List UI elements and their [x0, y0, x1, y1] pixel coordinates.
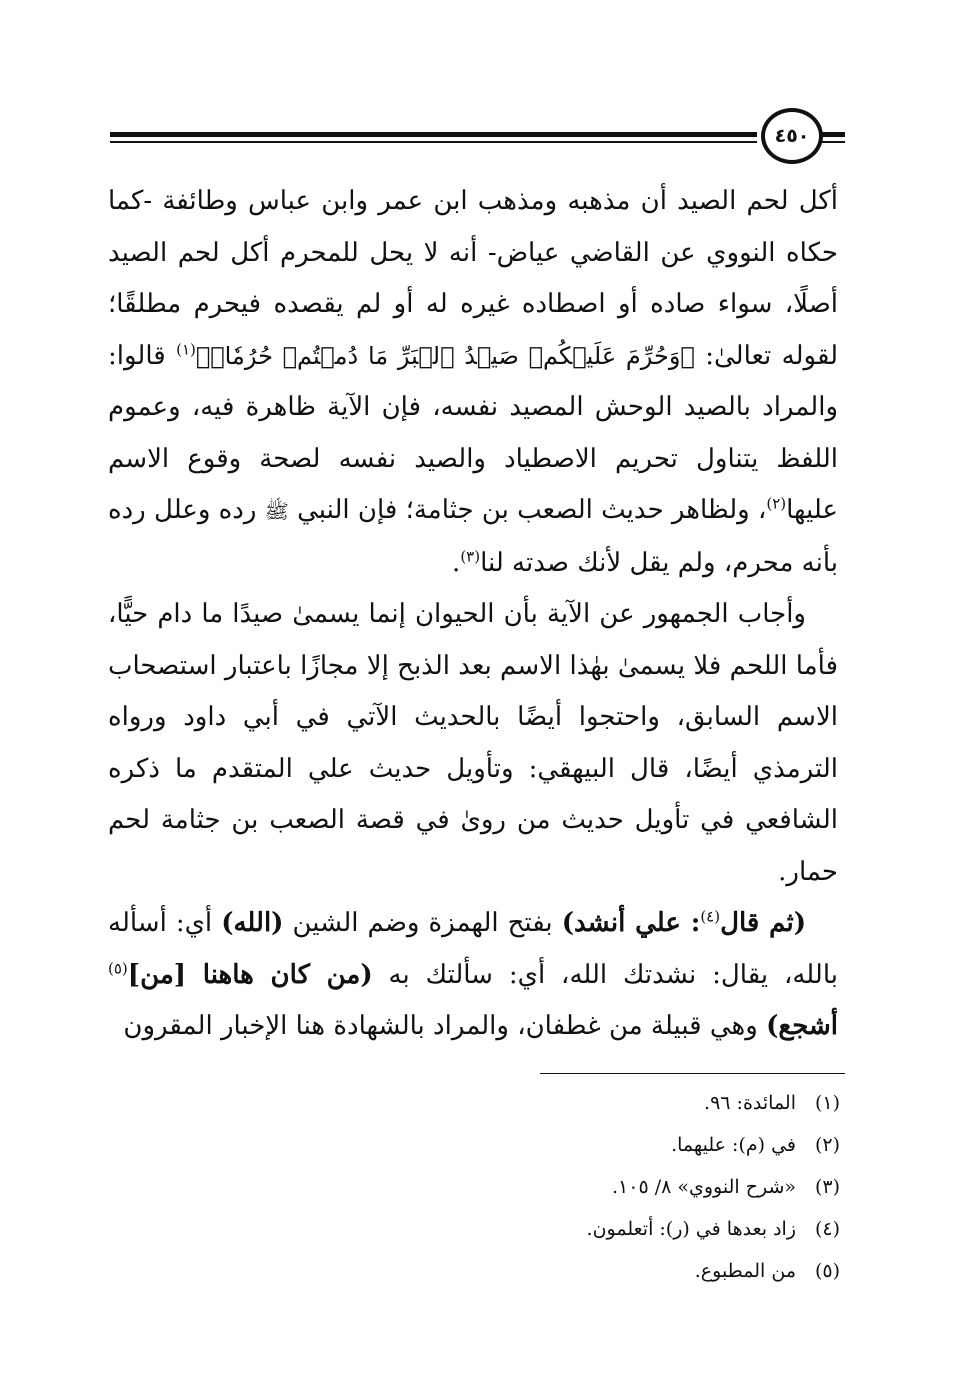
footnote-text: «شرح النووي» ٨/ ١٠٥. [611, 1176, 796, 1198]
footnote-ref-5[interactable]: (٥) [108, 958, 128, 977]
text-run: وهي قبيلة من غطفان، والمراد بالشهادة هنا الإخبار المقرون [123, 1011, 767, 1041]
footnote-ref-1[interactable]: (١) [176, 339, 196, 358]
footnote-3 [200, 1166, 840, 1208]
footnote-number: (٣) [814, 1176, 840, 1198]
text-run: وأجاب الجمهور عن الآية بأن الحيوان إنما يسمىٰ صيدًا ما دام حيًّا، فأما اللحم فلا يسمىٰ بهٰذا الاسم بعد الذبح إلا مجازًا باعتبار استصحاب الاسم السابق، واحتجوا أيضًا بالحديث الآتي في أبي داود ورواه الترمذي أيضًا، قال البيهقي: وتأويل حديث علي المتقدم ما ذكره الشافعي في تأويل حديث من روىٰ في قصة الصعب بن جثامة لحم حمار. [108, 599, 838, 887]
footnote-separator [540, 1073, 845, 1074]
footnotes [200, 1082, 840, 1292]
footnote-text: من المطبوع. [694, 1260, 796, 1282]
footnote-ref-4[interactable]: (٤) [700, 907, 721, 926]
bold-run: (من كان هاهنا [من] [127, 959, 373, 990]
footnote-number: (٥) [814, 1260, 840, 1282]
footnote-4 [200, 1208, 840, 1250]
header-rule-thin [110, 141, 757, 143]
bold-run: : علي أنشد) [561, 908, 701, 938]
text-run: . [452, 547, 461, 578]
footnote-ref-2[interactable]: (٢) [766, 494, 787, 513]
footnote-number: (١) [814, 1092, 840, 1114]
paragraph-1 [108, 176, 838, 589]
bold-run: أشجع) [766, 1011, 838, 1041]
text-run: قالوا: والمراد بالصيد الوحش المصيد نفسه، فإن الآية ظاهرة فيه، وعموم اللفظ يتناول تحريم الاصطياد والصيد نفسه لصحة وقوع الاسم عليها [108, 340, 838, 525]
footnote-text: زاد بعدها في (ر): أتعلمون. [586, 1218, 796, 1240]
footnote-text: في (م): عليهما. [671, 1134, 796, 1156]
quran-verse: ﴿وَحُرِّمَ عَلَيۡكُمۡ صَيۡدُ ٱلۡبَرِّ مَا دُمۡتُمۡ حُرُمٗاۗ﴾ [195, 341, 695, 370]
text-run: أكل لحم الصيد أن مذهبه ومذهب ابن عمر وابن عباس وطائفة -كما حكاه النووي عن القاضي عياض- أنه لا يحل للمحرم أكل لحم الصيد أصلًا، سواء صاده أو اصطاده غيره له أو لم يقصده فيحرم مطلقًا؛ لقوله تعالىٰ: [108, 186, 839, 371]
salawat-glyph: ﷺ [264, 499, 289, 523]
text-run: ، ولظاهر حديث الصعب بن جثامة؛ فإن النبي [288, 495, 767, 525]
bold-run: (ثم قال [720, 908, 806, 938]
page-number: ٤٥٠ [761, 108, 823, 164]
footnote-number: (٢) [814, 1134, 840, 1156]
paragraph-2 [108, 589, 838, 898]
page-header [110, 108, 845, 168]
footnote-5 [200, 1250, 840, 1292]
bold-run: (الله) [221, 908, 284, 938]
footnote-2 [200, 1124, 840, 1166]
footnote-number: (٤) [814, 1218, 840, 1240]
footnote-1 [200, 1082, 840, 1124]
footnote-text: المائدة: ٩٦. [704, 1092, 796, 1114]
text-run: رده وعلل رده بأنه محرم، ولم يقل لأنك صدته لنا [107, 495, 838, 578]
paragraph-3 [108, 898, 838, 1053]
footnote-ref-3[interactable]: (٣) [460, 546, 481, 565]
text-run: أي: أسأله بالله، يقال: نشدتك الله، أي: سألتك به [108, 908, 838, 990]
text-run: بفتح الهمزة وضم الشين [283, 908, 562, 938]
header-rule [110, 132, 757, 137]
main-text [108, 176, 838, 1053]
